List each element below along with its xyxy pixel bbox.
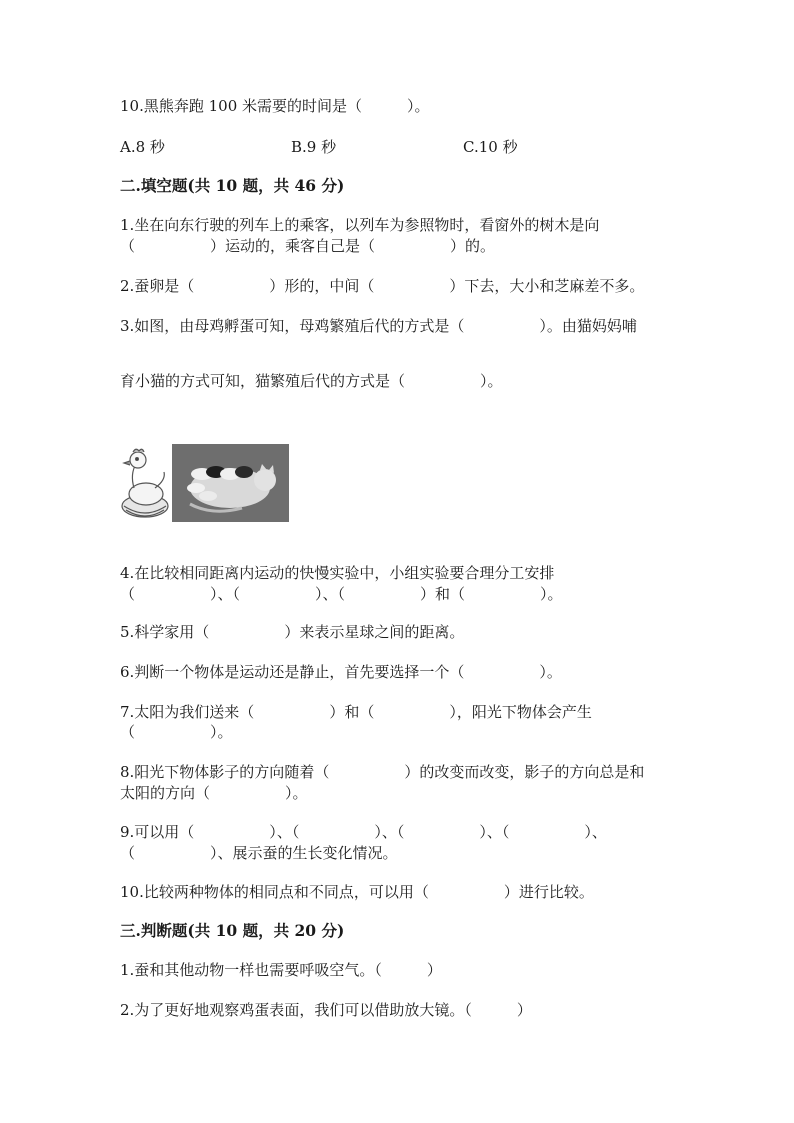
question-text: 太阳的方向（ ）。	[120, 784, 308, 802]
question-text: 10.比较两种物体的相同点和不同点，可以用（ ）进行比较。	[120, 883, 594, 901]
question-text: 1.坐在向东行驶的列车上的乘客，以列车为参照物时，看窗外的树木是向	[120, 216, 600, 234]
question-text: 6.判断一个物体是运动还是静止，首先要选择一个（ ）。	[120, 663, 562, 681]
question-text: 2.为了更好地观察鸡蛋表面，我们可以借助放大镜。（ ）	[120, 1001, 532, 1019]
question-text: （ ）、（ ）、（ ）和（ ）。	[120, 585, 563, 603]
question-text: 育小猫的方式可知，猫繁殖后代的方式是（ ）。	[120, 372, 503, 390]
section-heading: 二.填空题(共 10 题，共 46 分)	[120, 176, 345, 195]
question-text: 1.蚕和其他动物一样也需要呼吸空气。（ ）	[120, 961, 442, 979]
option-a: A.8 秒	[120, 138, 165, 156]
question-text: （ ）运动的，乘客自己是（ ）的。	[120, 237, 496, 255]
question-text: 2.蚕卵是（ ）形的，中间（ ）下去，大小和芝麻差不多。	[120, 277, 645, 295]
section-heading: 三.判断题(共 10 题，共 20 分)	[120, 921, 345, 940]
figure	[120, 444, 290, 522]
option-c: C.10 秒	[463, 138, 518, 156]
question-text: 3.如图，由母鸡孵蛋可知，母鸡繁殖后代的方式是（ ）。由猫妈妈哺	[120, 317, 637, 335]
question-text: （ ）。	[120, 723, 233, 741]
question-text: 4.在比较相同距离内运动的快慢实验中，小组实验要合理分工安排	[120, 564, 555, 582]
question-text: 9.可以用（ ）、（ ）、（ ）、（ ）、	[120, 823, 607, 841]
question-text: 10.黑熊奔跑 100 米需要的时间是（ ）。	[120, 97, 430, 115]
cat-icon	[172, 444, 289, 522]
question-text: 5.科学家用（ ）来表示星球之间的距离。	[120, 623, 465, 641]
question-text: （ ）、展示蚕的生长变化情况。	[120, 844, 398, 862]
question-text: 7.太阳为我们送来（ ）和（ ），阳光下物体会产生	[120, 703, 592, 721]
option-b: B.9 秒	[291, 138, 337, 156]
question-text: 8.阳光下物体影子的方向随着（ ）的改变而改变，影子的方向总是和	[120, 763, 645, 781]
